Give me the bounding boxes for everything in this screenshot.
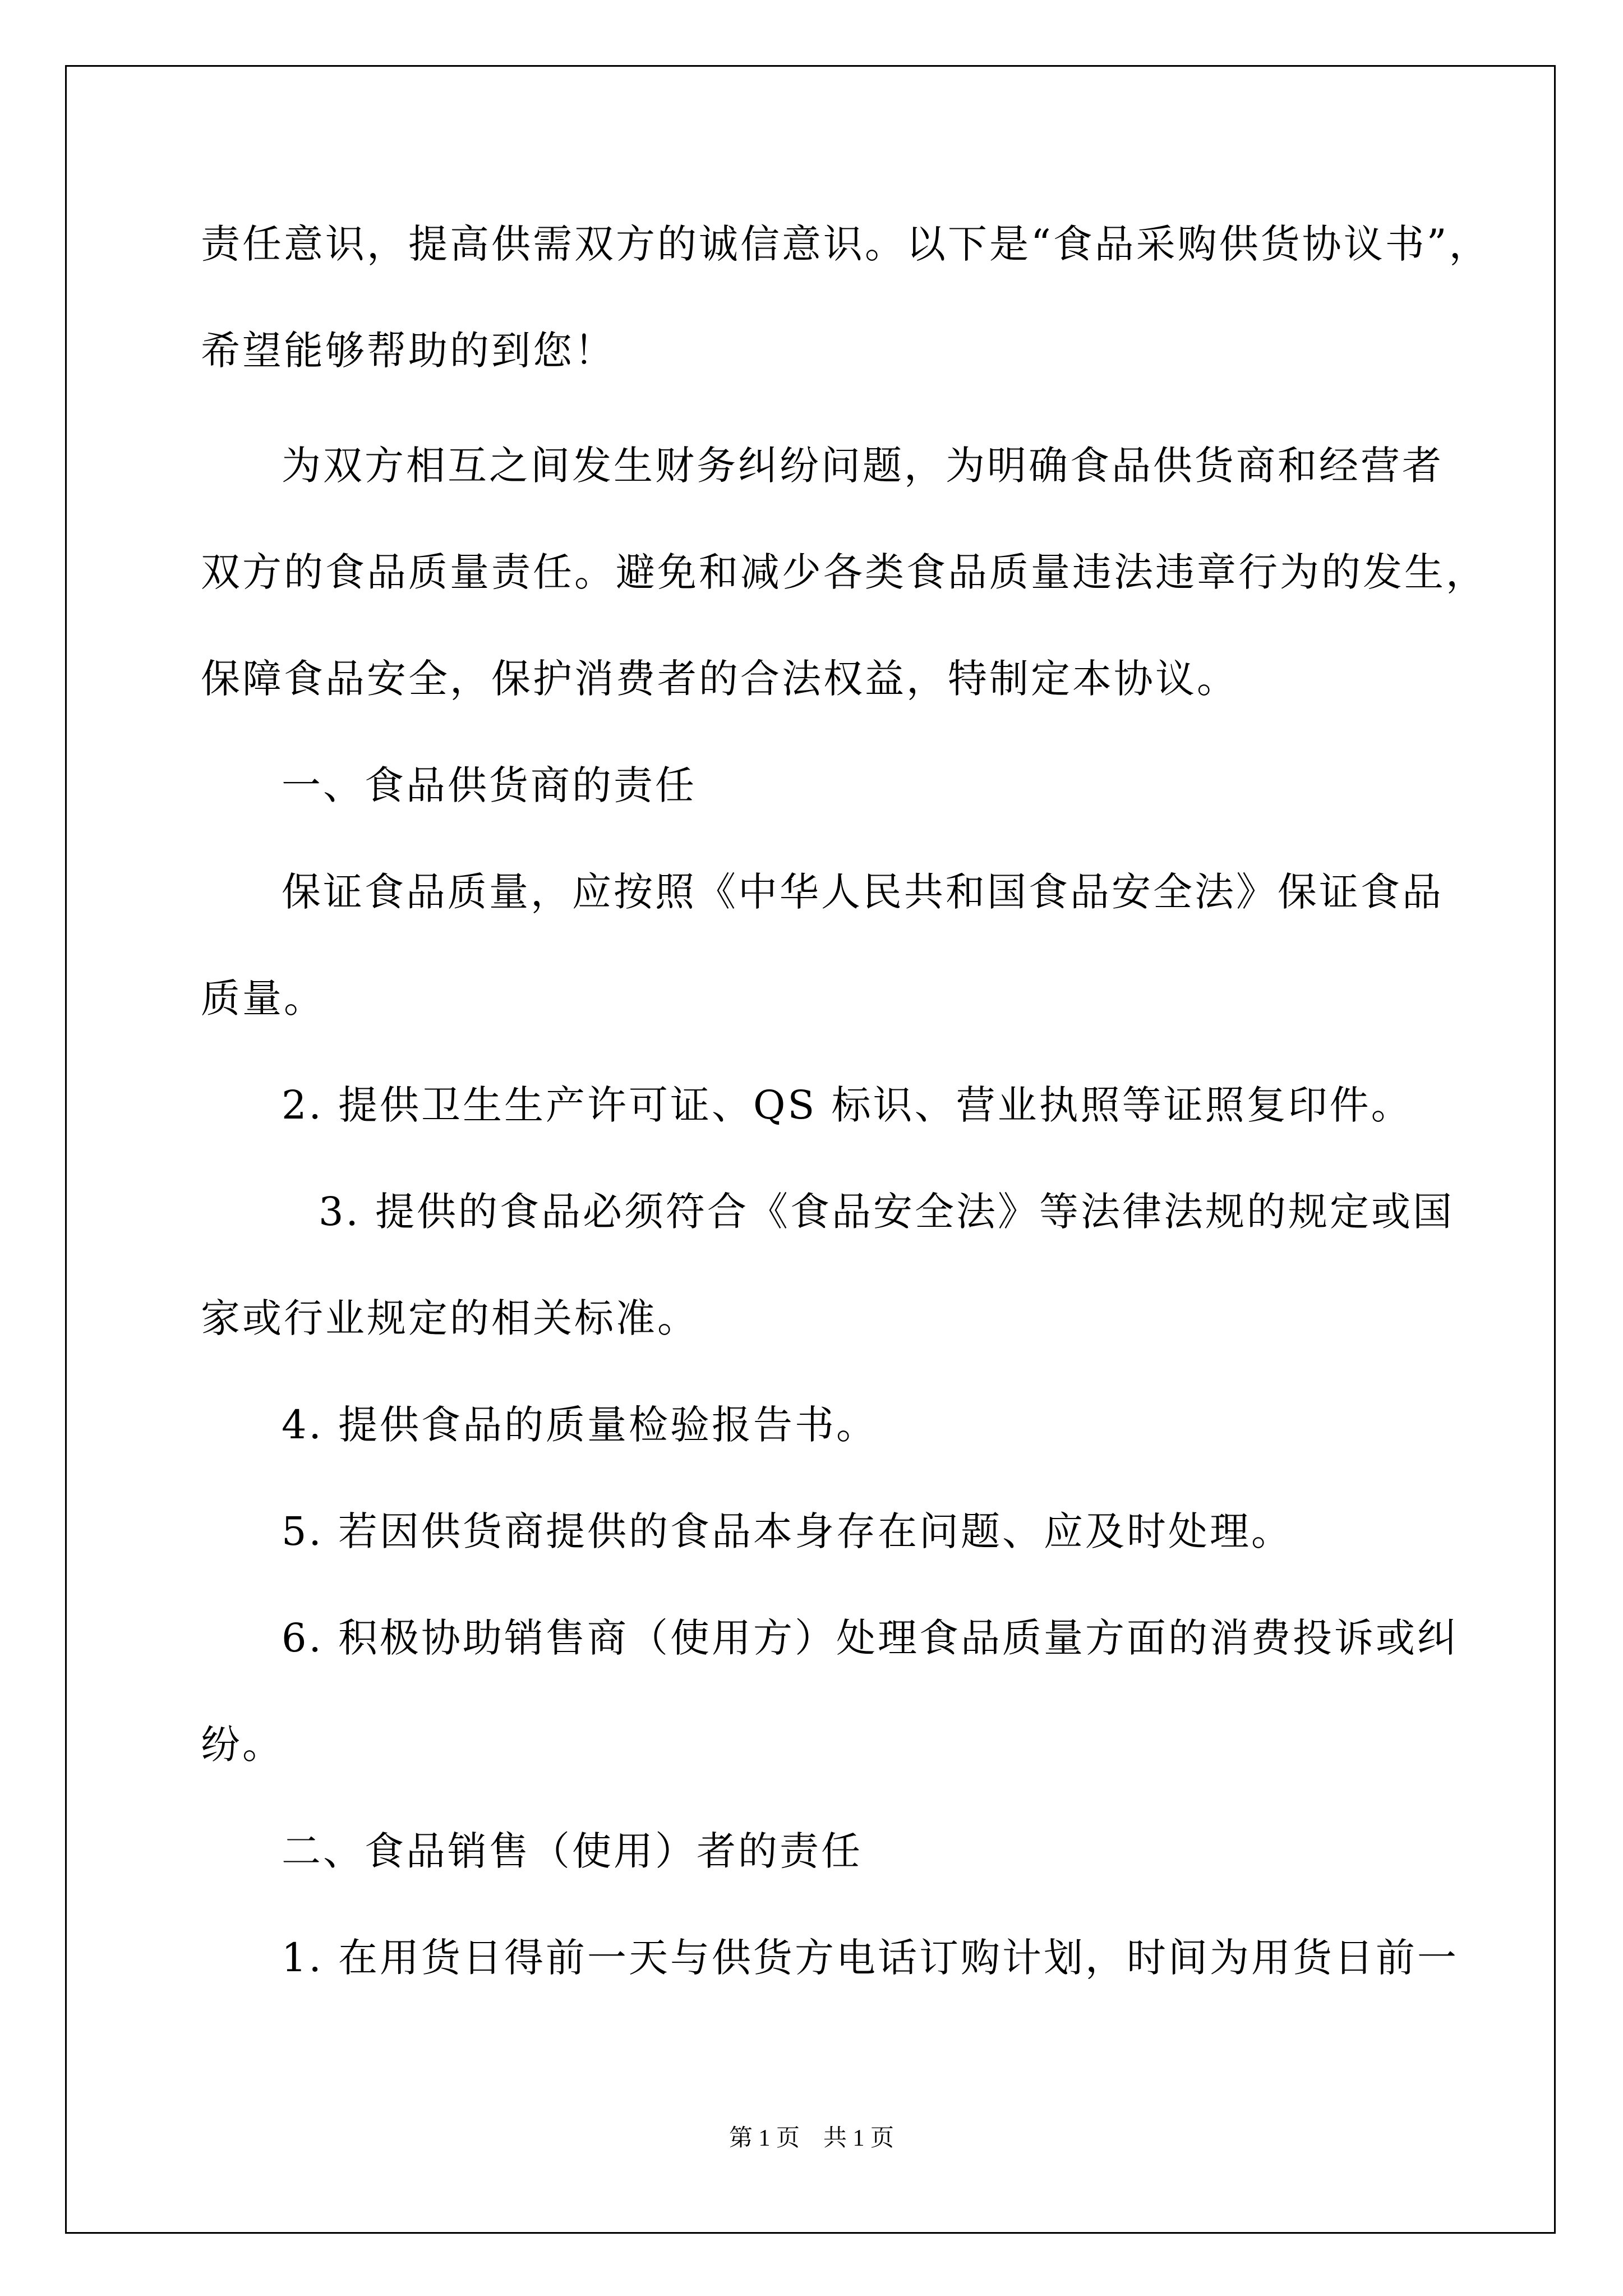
paragraph-line: 质量。 <box>201 976 325 1022</box>
list-item: 6. 积极协助销售商（使用方）处理食品质量方面的消费投诉或纠 <box>282 1615 1459 1661</box>
paragraph-line: 家或行业规定的相关标准。 <box>201 1295 699 1341</box>
paragraph-line: 保障食品安全，保护消费者的合法权益，特制定本协议。 <box>201 656 1238 702</box>
paragraph-line: 保证食品质量，应按照《中华人民共和国食品安全法》保证食品 <box>282 869 1444 915</box>
paragraph-line: 责任意识，提高供需双方的诚信意识。以下是“食品采购供货协议书”， <box>201 221 1491 267</box>
paragraph-line: 纷。 <box>201 1722 284 1768</box>
section-heading: 一、食品供货商的责任 <box>282 762 697 808</box>
section-heading: 二、食品销售（使用）者的责任 <box>282 1828 863 1874</box>
list-item: 2. 提供卫生生产许可证、QS 标识、营业执照等证照复印件。 <box>282 1082 1413 1128</box>
list-item: 5. 若因供货商提供的食品本身存在问题、应及时处理。 <box>282 1508 1293 1554</box>
list-item: 4. 提供食品的质量检验报告书。 <box>282 1402 878 1448</box>
paragraph-line: 为双方相互之间发生财务纠纷问题，为明确食品供货商和经营者 <box>282 443 1444 489</box>
list-item: 3. 提供的食品必须符合《食品安全法》等法律法规的规定或国 <box>319 1189 1455 1235</box>
paragraph-line: 双方的食品质量责任。避免和减少各类食品质量违法违章行为的发生， <box>201 549 1487 595</box>
page-border <box>65 65 1556 2234</box>
paragraph-line: 希望能够帮助的到您！ <box>201 328 616 374</box>
page-number-footer: 第 1 页 共 1 页 <box>728 2125 894 2151</box>
list-item: 1. 在用货日得前一天与供货方电话订购计划，时间为用货日前一 <box>282 1935 1459 1981</box>
